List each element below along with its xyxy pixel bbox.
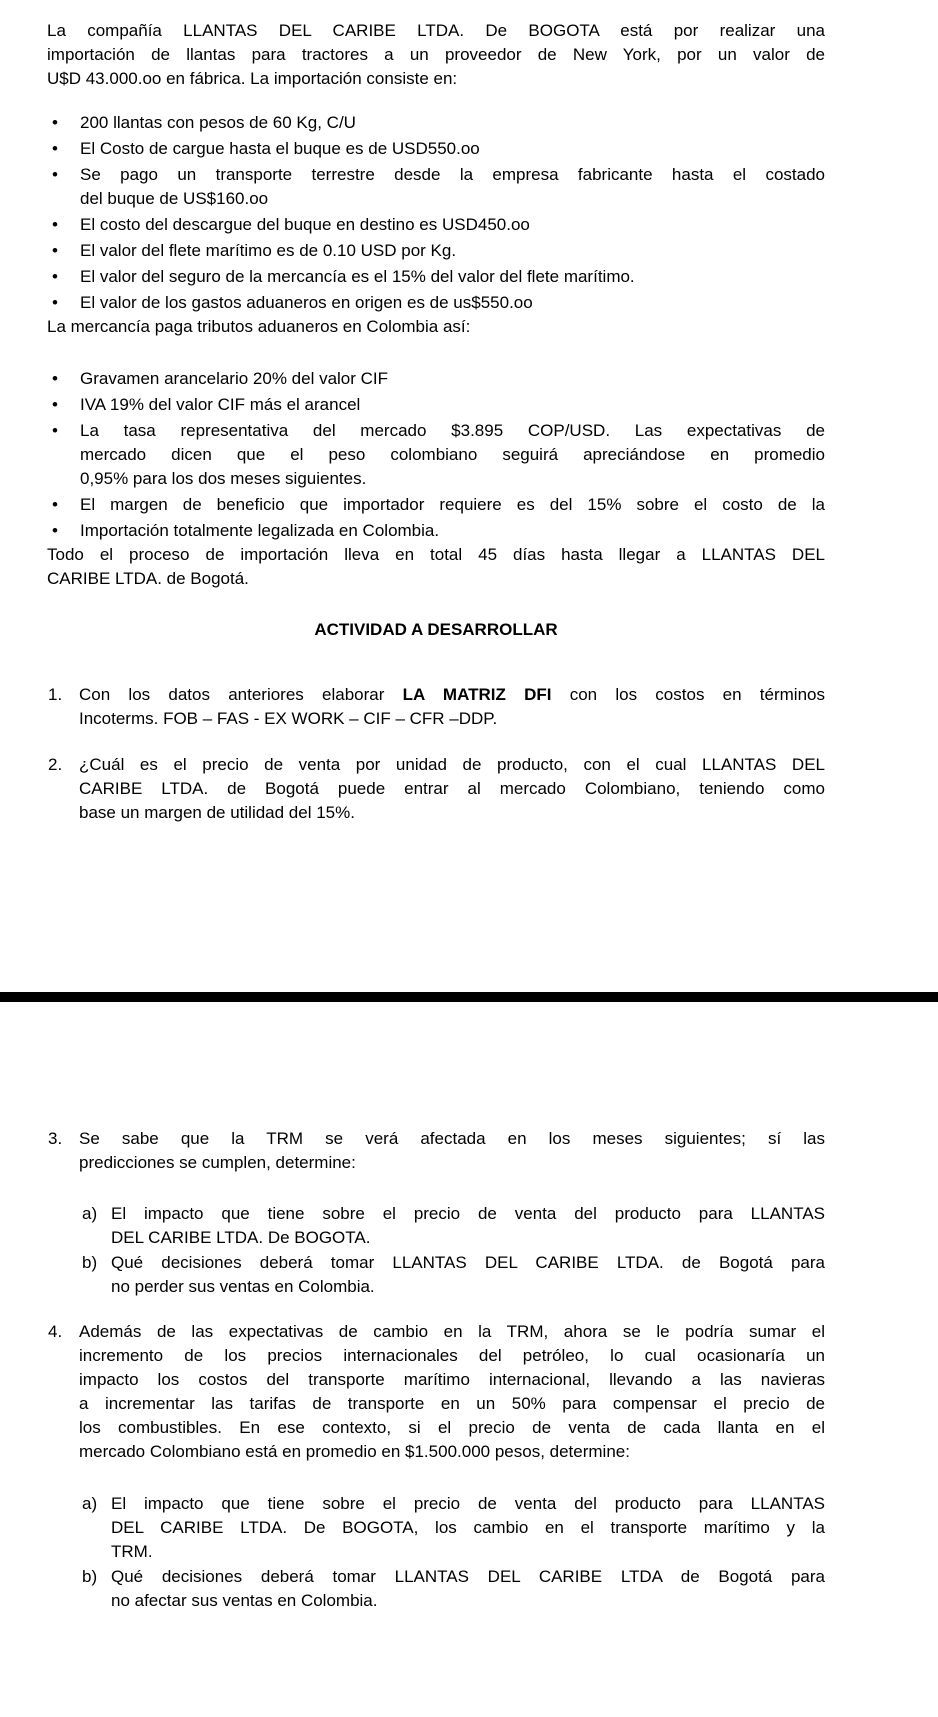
text-line: importación de llantas para tractores a un proveedor de New York, por un valor de (47, 45, 825, 64)
text-line: impacto los costos del transporte marítimo internacional, llevando a las navieras (79, 1370, 825, 1389)
text-line: TRM. (111, 1542, 153, 1561)
text-line: Además de las expectativas de cambio en la TRM, ahora se le podría sumar el (79, 1322, 825, 1341)
task-3-sub-b (79, 1251, 825, 1299)
bullet-icon: • (52, 165, 58, 184)
sub-item-label: a) (82, 1494, 98, 1513)
sub-item-label: a) (82, 1204, 98, 1223)
text-line: IVA 19% del valor CIF más el arancel (80, 395, 361, 414)
task-number: 3. (48, 1129, 63, 1148)
task-4-sub-b (79, 1565, 825, 1613)
customs-taxes-list (47, 367, 825, 543)
text-line: mercado dicen que el peso colombiano seguirá apreciándose en promedio (80, 445, 825, 464)
list-item (47, 493, 825, 517)
list-item (47, 163, 825, 211)
text-line: La mercancía paga tributos aduaneros en Colombia así: (47, 317, 471, 336)
task-2 (47, 753, 825, 825)
text-line: 200 llantas con pesos de 60 Kg, C/U (80, 113, 356, 132)
bullet-icon: • (52, 215, 58, 234)
bullet-icon: • (52, 241, 58, 260)
text-line: El valor del flete marítimo es de 0.10 USD por Kg. (80, 241, 457, 260)
page-1-content (47, 0, 825, 825)
text-line: El costo del descargue del buque en destino es USD450.oo (80, 215, 530, 234)
text-line: mercado Colombiano está en promedio en $1.500.000 pesos, determine: (79, 1442, 630, 1461)
text-line: Todo el proceso de importación lleva en total 45 días hasta llegar a LLANTAS DEL (47, 545, 825, 564)
text-line: CARIBE LTDA. de Bogotá. (47, 569, 249, 588)
task-number: 4. (48, 1322, 63, 1341)
text-line: El valor de los gastos aduaneros en origen es de us$550.oo (80, 293, 533, 312)
text-line: incremento de los precios internacionales del petróleo, lo cual ocasionaría un (79, 1346, 825, 1365)
list-item (47, 393, 825, 417)
task-3-sub-a (79, 1202, 825, 1250)
bullet-icon: • (52, 421, 58, 440)
text-line: El Costo de cargue hasta el buque es de USD550.oo (80, 139, 480, 158)
import-details-list (47, 111, 825, 315)
text-line: Se sabe que la TRM se verá afectada en los meses siguientes; sí las (79, 1129, 825, 1148)
bullet-icon: • (52, 369, 58, 388)
bold-text-segment: LA MATRIZ DFI (402, 685, 552, 704)
text-line: 0,95% para los dos meses siguientes. (80, 469, 367, 488)
task-3 (47, 1127, 825, 1299)
text-line: no perder sus ventas en Colombia. (111, 1277, 375, 1296)
list-item (47, 367, 825, 391)
text-line: El impacto que tiene sobre el precio de venta del producto para LLANTAS (111, 1204, 825, 1223)
task-number: 1. (48, 685, 63, 704)
text-line: Se pago un transporte terrestre desde la empresa fabricante hasta el costado (80, 165, 825, 184)
list-item (47, 519, 825, 543)
text-line: ¿Cuál es el precio de venta por unidad de producto, con el cual LLANTAS DEL (79, 755, 825, 774)
text-line: DEL CARIBE LTDA. De BOGOTA. (111, 1228, 371, 1247)
text-line: Qué decisiones deberá tomar LLANTAS DEL CARIBE LTDA de Bogotá para (111, 1567, 825, 1586)
task-3-sub-items (79, 1202, 825, 1299)
text-line: La tasa representativa del mercado $3.895 COP/USD. Las expectativas de (80, 421, 825, 440)
list-item (47, 213, 825, 237)
bullet-icon: • (52, 495, 58, 514)
text-line: base un margen de utilidad del 15%. (79, 803, 355, 822)
text-line: DEL CARIBE LTDA. De BOGOTA, los cambio en el transporte marítimo y la (111, 1518, 825, 1537)
text-line: no afectar sus ventas en Colombia. (111, 1591, 378, 1610)
bullet-icon: • (52, 293, 58, 312)
sub-item-label: b) (82, 1567, 98, 1586)
intro-paragraph (47, 19, 825, 91)
text-line: del buque de US$160.oo (80, 189, 269, 208)
text-line: los combustibles. En ese contexto, si el precio de venta de cada llanta en el (79, 1418, 825, 1437)
task-4-sub-a (79, 1492, 825, 1564)
bullet-icon: • (52, 139, 58, 158)
task-number: 2. (48, 755, 63, 774)
bullet-icon: • (52, 113, 58, 132)
text-segment: con los costos en términos (551, 685, 825, 704)
text-line: El margen de beneficio que importador requiere es del 15% sobre el costo de la (80, 495, 825, 514)
text-line: a incrementar las tarifas de transporte en un 50% para compensar el precio de (79, 1394, 825, 1413)
sub-item-label: b) (82, 1253, 98, 1272)
list-item (47, 137, 825, 161)
text-line: CARIBE LTDA. de Bogotá puede entrar al mercado Colombiano, teniendo como (79, 779, 825, 798)
bullet-icon: • (52, 521, 58, 540)
text-line: Importación totalmente legalizada en Colombia. (80, 521, 440, 540)
text-line: U$D 43.000.oo en fábrica. La importación consiste en: (47, 69, 458, 88)
text-line (79, 683, 825, 707)
text-line: La compañía LLANTAS DEL CARIBE LTDA. De BOGOTA está por realizar una (47, 21, 825, 40)
list-item (47, 239, 825, 263)
list-item (47, 265, 825, 289)
list-item (47, 291, 825, 315)
task-1 (47, 683, 825, 731)
text-line: Gravamen arancelario 20% del valor CIF (80, 369, 389, 388)
task-4 (47, 1320, 825, 1613)
task-4-sub-items (79, 1492, 825, 1613)
bullet-icon: • (52, 395, 58, 414)
activity-title: ACTIVIDAD A DESARROLLAR (314, 620, 558, 639)
text-line: El valor del seguro de la mercancía es el 15% del valor del flete marítimo. (80, 267, 635, 286)
list-item (47, 111, 825, 135)
text-line: predicciones se cumplen, determine: (79, 1153, 356, 1172)
page-divider (0, 992, 938, 1002)
customs-taxes-paragraph (47, 315, 825, 339)
text-line: Qué decisiones deberá tomar LLANTAS DEL CARIBE LTDA. de Bogotá para (111, 1253, 825, 1272)
bullet-icon: • (52, 267, 58, 286)
page-2-content (47, 1127, 825, 1613)
list-item (47, 419, 825, 491)
text-line: El impacto que tiene sobre el precio de venta del producto para LLANTAS (111, 1494, 825, 1513)
process-duration-paragraph (47, 543, 825, 591)
text-segment: Con los datos anteriores elaborar (79, 685, 403, 704)
text-line: Incoterms. FOB – FAS - EX WORK – CIF – CFR –DDP. (79, 709, 498, 728)
